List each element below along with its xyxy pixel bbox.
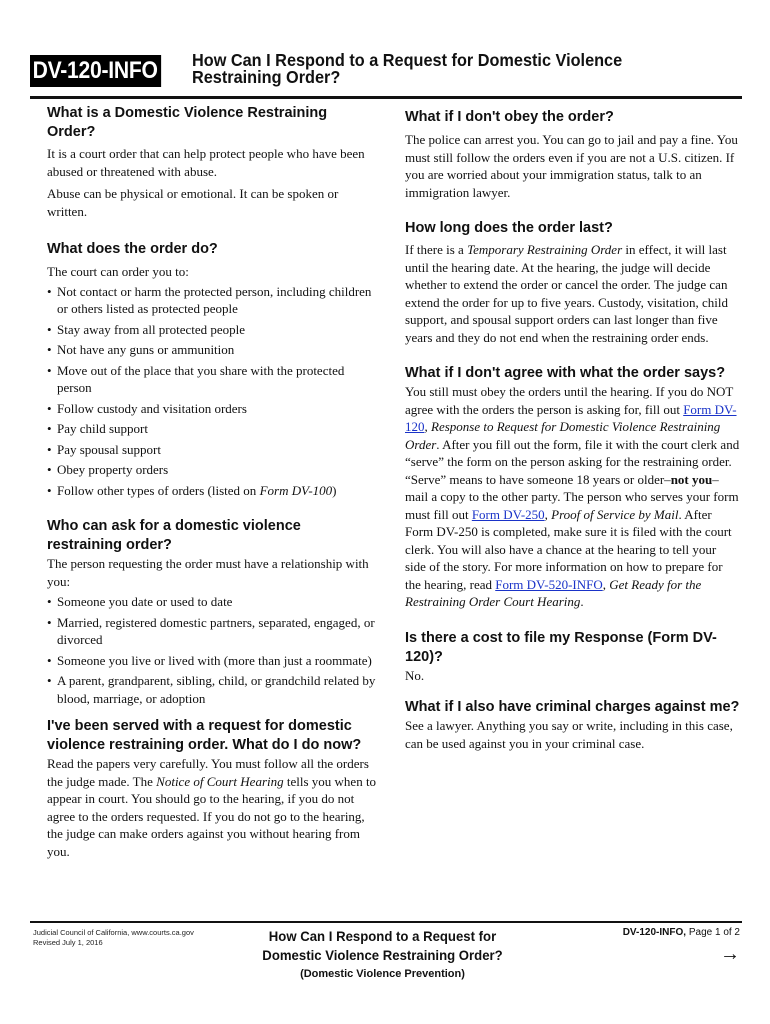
list-item: • Not have any guns or ammunition [47,342,235,357]
list-item: • Not contact or harm the protected person, including children or others listed as protected people [47,283,372,316]
bullet-icon: • [47,283,52,299]
section-what-is-order [47,104,377,220]
header-rule [30,96,742,99]
list-item: • Stay away from all protected people [47,321,246,337]
section-heading: What if I don't obey the order? [405,109,614,125]
section-heading: Is there a cost to file my Response (Form DV-120)? [405,629,717,665]
bullet-icon: • [47,441,52,457]
list-item: • Follow other types of orders (listed on Form DV-100) [47,482,337,498]
section-heading: Who can ask for a domestic violence restraining order? [47,518,301,553]
list-item: • Someone you date or used to date [47,594,233,609]
form-dv120-link[interactable]: Form DV-120 [405,401,737,434]
section-paragraph: You still must obey the orders until the hearing. If you do NOT agree with the orders the person is asking for, fill out Form DV-120, Response to Request for Domestic Violence Restraining Order. After you fill out the form, file it with the court clerk and “serve” the form on the person asking for the restraining order. “Serve” means to have someone 18 years or older–not you–mail a copy to the other party. The person who serves your form must fill out Form DV-250, Proof of Service by Mail. After Form DV-250 is completed, make sure it is filed with the court clerk. You will also have a chance at the hearing to tell your side of the story. For more information on how to prepare for the hearing, read Form DV-520-INFO, Get Ready for the Restraining Order Court Hearing. [405,384,740,609]
section-paragraph: Abuse can be physical or emotional. It can be spoken or written. [47,186,339,219]
section-dont-agree [405,364,740,611]
relationship-list [47,593,377,707]
section-heading: What is a Domestic Violence Restraining Order? [47,105,328,140]
page-header [30,52,742,90]
footer-publisher: Judicial Council of California, www.courts.ca.gov Revised July 1, 2016 [33,928,194,947]
section-how-long [405,219,740,346]
left-column [47,104,377,860]
section-paragraph: The police can arrest you. You can go to jail and pay a fine. You must still follow the orders even if you are not a U.S. citizen. If you are worried about your immigration status, talk to an immigration lawyer. [405,132,738,200]
section-paragraph: No. [405,667,425,683]
list-item: • Pay spousal support [47,441,161,457]
footer-title-block [210,927,555,981]
section-heading: What does the order do? [47,241,218,257]
page-title-line2: Restraining Order? [192,67,341,87]
section-intro: The person requesting the order must have a relationship with you: [47,556,369,589]
section-paragraph: It is a court order that can help protect people who have been abused or threatened with abuse. [47,146,365,179]
section-paragraph: Read the papers very carefully. You must follow all the orders the judge made. The Notice of Court Hearing tells you when to appear in court. You should go to the hearing, if you do not agree to the orders requested. If you do not go to the hearing, the judge can make orders against you without hearing from you. [47,756,377,859]
right-column [405,104,740,752]
bullet-icon: • [47,321,52,337]
bullet-icon: • [47,652,52,668]
list-item: • Someone you live or lived with (more than just a roommate) [47,652,372,668]
section-heading: How long does the order last? [405,220,613,236]
list-item: • Follow custody and visitation orders [47,400,247,416]
bullet-icon: • [47,614,52,630]
section-heading: I've been served with a request for domestic violence restraining order. What do I do now? [47,718,362,753]
page-title-line1: How Can I Respond to a Request for Domestic Violence [192,50,623,70]
list-item: • Obey property orders [47,462,169,477]
bullet-icon: • [47,421,52,436]
section-criminal-charges [405,698,740,752]
section-heading: What if I don't agree with what the order says? [405,365,726,381]
bullet-icon: • [47,400,52,416]
bullet-icon: • [47,462,52,477]
footer-form-id: DV-120-INFO, [622,927,687,938]
list-item: • A parent, grandparent, sibling, child, or grandchild related by blood, marriage, or adoption [47,673,376,706]
bullet-icon: • [47,342,52,357]
form-dv250-link[interactable]: Form DV-250 [471,506,545,522]
list-item: • Move out of the place that you share with the protected person [47,362,345,395]
page-number: Page 1 of 2 [686,927,740,938]
page-title [192,52,622,86]
footer-rule [30,921,742,923]
section-dont-obey [405,108,740,201]
footer-title-line1: How Can I Respond to a Request for [268,928,497,944]
next-page-arrow-icon[interactable]: → [720,943,740,965]
form-dv520-info-link[interactable]: Form DV-520-INFO [495,576,603,592]
footer-page-info [623,927,740,964]
section-paragraph: See a lawyer. Anything you say or write, including in this case, can be used against you in your criminal case. [405,718,733,751]
section-been-served [47,717,377,860]
bullet-icon: • [47,362,52,378]
section-heading: What if I also have criminal charges against me? [405,699,740,715]
order-list [47,283,377,500]
list-item: • Pay child support [47,421,148,436]
list-item: • Married, registered domestic partners, separated, engaged, or divorced [47,614,375,647]
footer-title-line2: Domestic Violence Restraining Order? [262,947,503,963]
section-what-order-does [47,240,377,499]
section-who-can-ask [47,517,377,707]
form-id-badge: DV-120-INFO [30,55,161,87]
bullet-icon: • [47,482,52,498]
bullet-icon: • [47,594,52,609]
section-cost [405,629,740,685]
footer-subtitle: (Domestic Violence Prevention) [300,968,465,980]
section-paragraph: If there is a Temporary Restraining Order in effect, it will last until the hearing date. At the hearing, the judge will decide whether to extend the order or cancel the order. The judge can extend the order for up to five years. Custody, visitation, child support, and spousal support orders can last longer than five years and they do not end when the restraining order ends. [405,242,729,345]
bullet-icon: • [47,673,52,688]
section-intro: The court can order you to: [47,264,189,279]
